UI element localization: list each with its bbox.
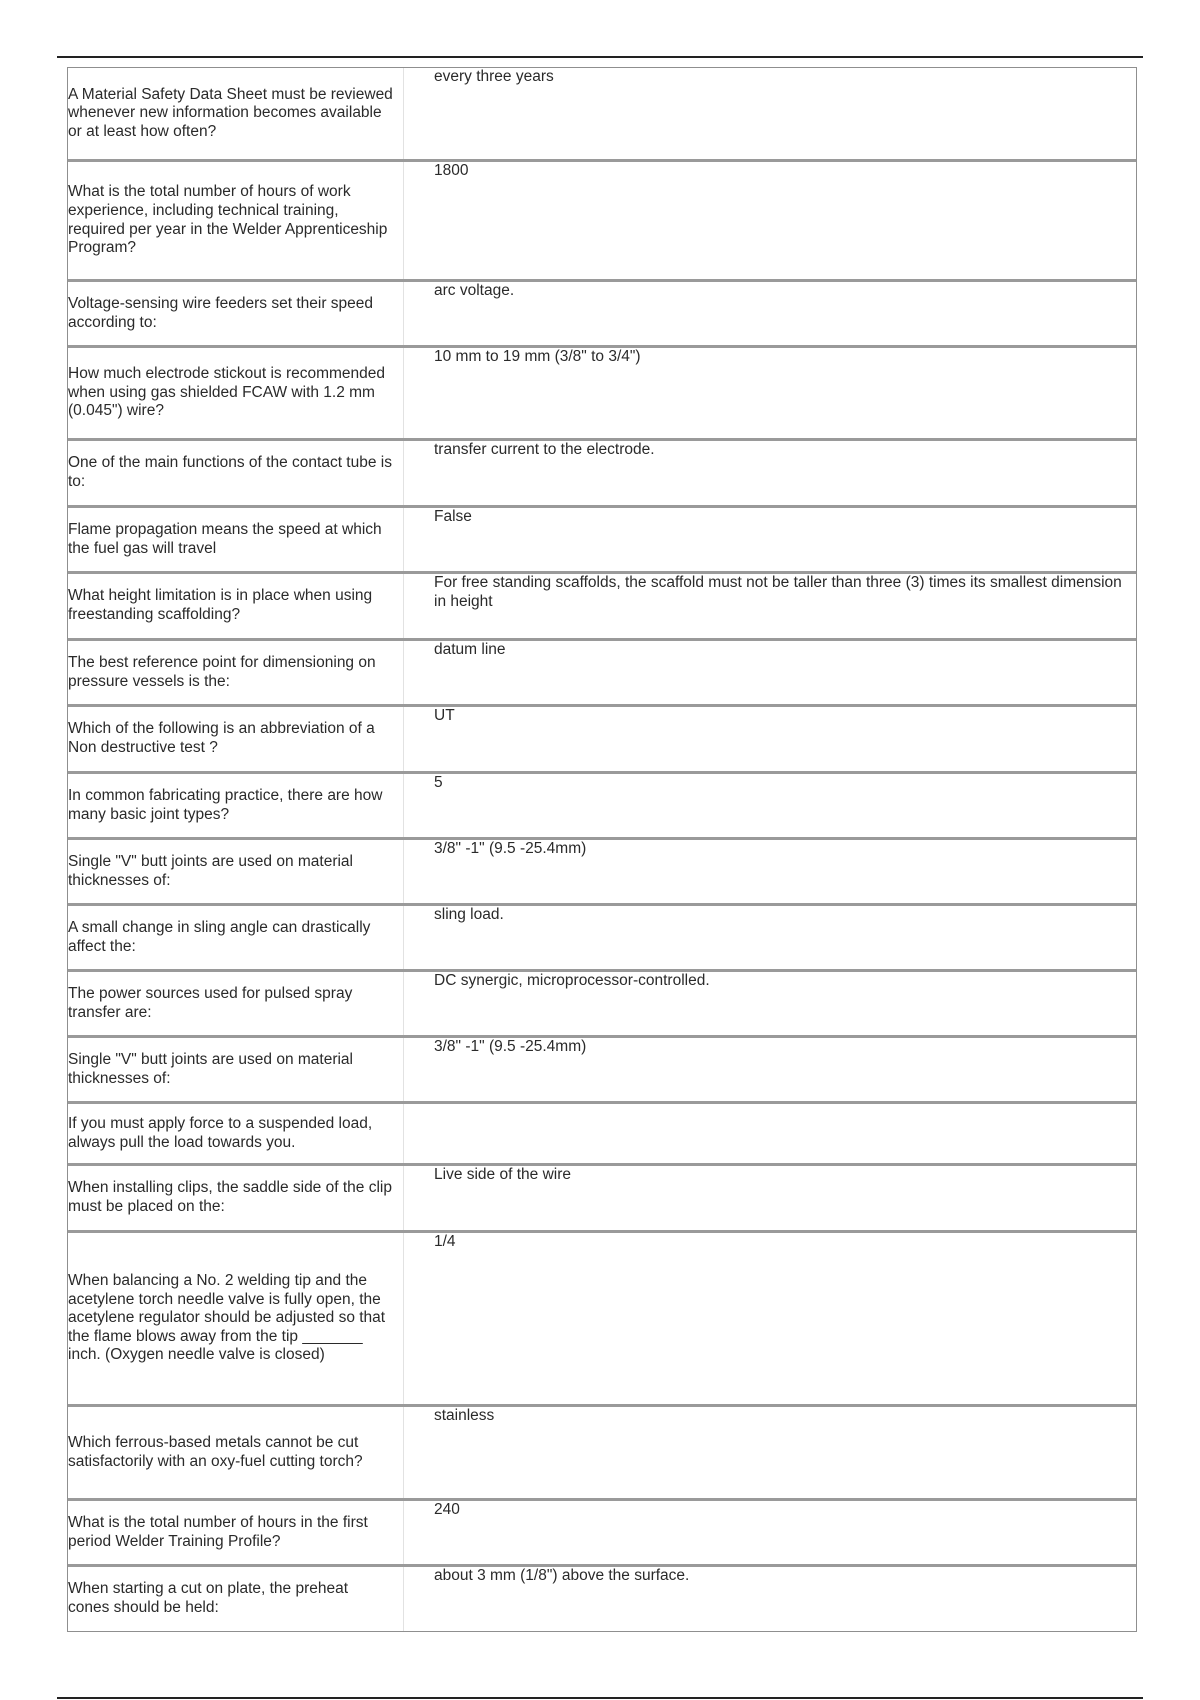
question-cell: Voltage-sensing wire feeders set their speed according to: bbox=[68, 282, 404, 345]
top-rule bbox=[57, 56, 1143, 58]
table-row bbox=[68, 1104, 1136, 1166]
answer-cell: 3/8" -1" (9.5 -25.4mm) bbox=[434, 1038, 587, 1055]
table-row bbox=[68, 162, 1136, 282]
table-row bbox=[68, 972, 1136, 1038]
answer-cell bbox=[404, 1104, 1136, 1163]
answer-cell: Live side of the wire bbox=[434, 1166, 571, 1183]
question-cell: Which of the following is an abbreviation of a Non destructive test ? bbox=[68, 707, 404, 771]
answer-cell: stainless bbox=[434, 1407, 495, 1424]
answer-cell: 5 bbox=[434, 774, 443, 791]
table-row bbox=[68, 840, 1136, 906]
table-row bbox=[68, 1038, 1136, 1104]
question-cell: In common fabricating practice, there are how many basic joint types? bbox=[68, 774, 404, 837]
table-row bbox=[68, 1567, 1136, 1631]
question-cell: A small change in sling angle can drastically affect the: bbox=[68, 906, 404, 969]
answer-cell: every three years bbox=[434, 68, 554, 85]
table-row bbox=[68, 441, 1136, 508]
table-row bbox=[68, 774, 1136, 840]
question-cell: The best reference point for dimensioning on pressure vessels is the: bbox=[68, 641, 404, 704]
answer-cell: UT bbox=[434, 707, 455, 724]
answer-cell: 10 mm to 19 mm (3/8" to 3/4") bbox=[434, 348, 641, 365]
question-cell: What height limitation is in place when using freestanding scaffolding? bbox=[68, 574, 404, 638]
question-cell: When balancing a No. 2 welding tip and the acetylene torch needle valve is fully open, the acetylene regulator should be adjusted so that the flame blows away from the tip _______ inch. (Oxygen needle valve is closed) bbox=[68, 1233, 404, 1404]
table-row bbox=[68, 508, 1136, 574]
answer-cell: False bbox=[434, 508, 472, 525]
answer-cell: datum line bbox=[434, 641, 506, 658]
table-row bbox=[68, 906, 1136, 972]
table-row bbox=[68, 1501, 1136, 1567]
question-cell: Single "V" butt joints are used on material thicknesses of: bbox=[68, 1038, 404, 1101]
table-row bbox=[68, 707, 1136, 774]
question-cell: What is the total number of hours of work experience, including technical training, required per year in the Welder Apprenticeship Program? bbox=[68, 162, 404, 279]
question-cell: One of the main functions of the contact tube is to: bbox=[68, 441, 404, 505]
question-cell: What is the total number of hours in the first period Welder Training Profile? bbox=[68, 1501, 404, 1564]
table-row bbox=[68, 348, 1136, 441]
answer-cell: For free standing scaffolds, the scaffold must not be taller than three (3) times its smallest dimension in height bbox=[434, 574, 1122, 610]
answer-cell: sling load. bbox=[434, 906, 504, 923]
table-row bbox=[68, 1233, 1136, 1407]
question-cell: How much electrode stickout is recommended when using gas shielded FCAW with 1.2 mm (0.045") wire? bbox=[68, 348, 404, 438]
answer-cell: 1/4 bbox=[434, 1233, 456, 1250]
table-row bbox=[68, 282, 1136, 348]
question-cell: When installing clips, the saddle side of the clip must be placed on the: bbox=[68, 1166, 404, 1230]
table-row bbox=[68, 641, 1136, 707]
question-cell: A Material Safety Data Sheet must be reviewed whenever new information becomes available or at least how often? bbox=[68, 68, 404, 159]
question-cell: When starting a cut on plate, the preheat cones should be held: bbox=[68, 1567, 404, 1631]
bottom-rule bbox=[57, 1697, 1143, 1699]
question-cell: The power sources used for pulsed spray transfer are: bbox=[68, 972, 404, 1035]
table-row bbox=[68, 574, 1136, 641]
answer-cell: 3/8" -1" (9.5 -25.4mm) bbox=[434, 840, 587, 857]
question-cell: Single "V" butt joints are used on material thicknesses of: bbox=[68, 840, 404, 903]
answer-cell: 1800 bbox=[434, 162, 469, 179]
answer-cell: transfer current to the electrode. bbox=[434, 441, 655, 458]
table-row bbox=[68, 68, 1136, 162]
qa-table bbox=[67, 67, 1137, 1632]
answer-cell: about 3 mm (1/8") above the surface. bbox=[434, 1567, 690, 1584]
table-row bbox=[68, 1166, 1136, 1233]
table-row bbox=[68, 1407, 1136, 1501]
question-cell: Flame propagation means the speed at which the fuel gas will travel bbox=[68, 508, 404, 571]
question-cell: Which ferrous-based metals cannot be cut satisfactorily with an oxy-fuel cutting torch? bbox=[68, 1407, 404, 1498]
answer-cell: 240 bbox=[434, 1501, 460, 1518]
answer-cell: arc voltage. bbox=[434, 282, 515, 299]
answer-cell: DC synergic, microprocessor-controlled. bbox=[434, 972, 710, 989]
question-cell: If you must apply force to a suspended load, always pull the load towards you. bbox=[68, 1104, 404, 1163]
